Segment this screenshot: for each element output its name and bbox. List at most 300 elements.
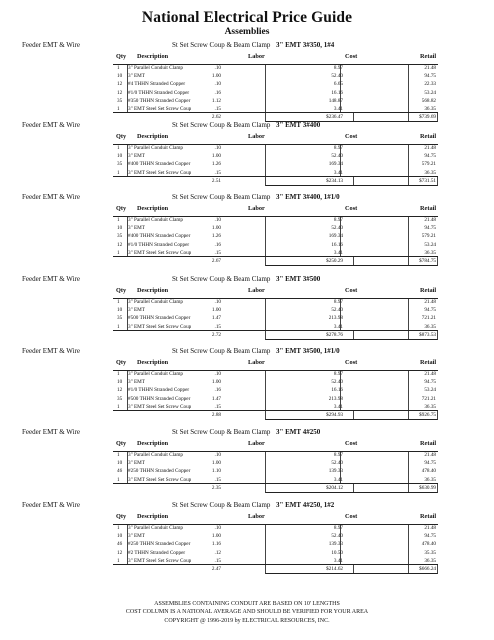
assembly-header: [0, 275, 494, 287]
table-row: [0, 370, 494, 378]
row-retail: 36.35: [424, 169, 436, 176]
assembly-category: Feeder EMT & Wire: [22, 428, 80, 436]
table-row: [0, 476, 494, 484]
table-row: [0, 306, 494, 314]
footer-line: COST COLUMN IS A NATIONAL AVERAGE AND SHOULD BE VERIFIED FOR YOUR AREA: [125, 609, 369, 616]
row-qty: 35: [117, 315, 123, 322]
column-header-labor: Labor: [248, 133, 265, 140]
row-cost: 148.87: [328, 97, 343, 104]
column-divider: [408, 257, 409, 265]
row-labor: .10: [214, 299, 221, 305]
row-cost: 8.97: [333, 452, 343, 458]
row-retail: 478.40: [421, 468, 436, 475]
assembly-totals: [0, 411, 494, 420]
row-cost: 139.33: [328, 468, 343, 475]
column-header-qty: Qty: [116, 440, 127, 447]
column-header-retail: Retail: [420, 53, 437, 60]
row-cost: 6.65: [333, 81, 343, 88]
row-labor: .16: [214, 387, 221, 394]
row-labor: 1.10: [211, 468, 221, 475]
row-cost: 8.97: [333, 299, 343, 305]
total-retail: $666.24: [419, 565, 436, 572]
footer-line: ASSEMBLIES CONTAINING CONDUIT ARE BASED ON 10' LENGTHS: [154, 601, 340, 607]
assembly-coupling: St Set Screw Coup & Beam Clamp: [172, 275, 271, 283]
row-description: #500 THHN Stranded Copper: [128, 395, 191, 402]
assembly-header: [0, 501, 494, 513]
row-cost: 169.34: [328, 233, 343, 240]
totals-box: [265, 257, 438, 266]
totals-box: [265, 331, 438, 340]
row-qty: 35: [117, 97, 123, 104]
row-cost: 16.16: [331, 387, 343, 394]
column-divider: [408, 411, 409, 419]
row-description: #4 THHN Stranded Copper: [128, 81, 186, 88]
row-cost: 52.40: [331, 153, 343, 160]
assembly-category: Feeder EMT & Wire: [22, 501, 80, 509]
assembly-header: [0, 347, 494, 359]
total-labor: 2.62: [211, 114, 221, 121]
row-cost: 139.33: [328, 541, 343, 548]
column-header-retail: Retail: [420, 133, 437, 140]
row-retail: 94.75: [424, 73, 436, 80]
assembly-block: [0, 121, 494, 186]
column-header-qty: Qty: [116, 287, 127, 294]
row-description: #250 THHN Stranded Copper: [128, 468, 191, 475]
total-cost: $250.29: [326, 257, 343, 264]
row-retail: 94.75: [424, 153, 436, 160]
row-description: 3" EMT Steel Set Screw Coup: [128, 105, 192, 112]
column-divider: [408, 331, 409, 339]
table-row: [0, 298, 494, 306]
row-cost: 52.40: [331, 379, 343, 386]
assembly-table: [0, 524, 494, 565]
row-retail: 21.48: [424, 145, 436, 151]
row-labor: .15: [214, 476, 221, 483]
row-qty: 12: [117, 549, 123, 556]
assembly-category: Feeder EMT & Wire: [22, 347, 80, 355]
row-qty: 10: [117, 533, 123, 540]
total-retail: $873.53: [419, 331, 436, 338]
row-retail: 94.75: [424, 460, 436, 467]
column-header-description: Description: [137, 133, 169, 140]
column-header-cost: Cost: [345, 440, 358, 447]
column-header-retail: Retail: [420, 513, 437, 520]
row-cost: 52.40: [331, 460, 343, 467]
row-retail: 36.35: [424, 403, 436, 410]
table-row: [0, 144, 494, 152]
total-labor: 2.72: [211, 331, 221, 338]
row-description: 3" Parallel Conduit Clamp: [128, 217, 183, 223]
row-cost: 3.41: [333, 476, 343, 483]
assembly-name: 3" EMT 3#400, 1#1/0: [276, 193, 340, 201]
row-cost: 3.41: [333, 557, 343, 564]
row-description: 3" EMT: [128, 379, 145, 386]
table-row: [0, 105, 494, 113]
row-cost: 213.98: [328, 315, 343, 322]
column-header-description: Description: [137, 205, 169, 212]
column-header-labor: Labor: [248, 513, 265, 520]
row-qty: 1: [117, 105, 120, 112]
row-retail: 21.48: [424, 525, 436, 531]
footer-notes: [0, 600, 494, 625]
row-qty: 1: [117, 249, 120, 256]
row-retail: 94.75: [424, 379, 436, 386]
column-header-cost: Cost: [345, 359, 358, 366]
row-retail: 579.21: [421, 233, 436, 240]
row-description: 3" Parallel Conduit Clamp: [128, 65, 183, 71]
row-qty: 35: [117, 395, 123, 402]
table-row: [0, 314, 494, 322]
row-labor: .10: [214, 81, 221, 88]
table-row: [0, 378, 494, 386]
row-retail: 568.82: [421, 97, 436, 104]
row-description: 3" Parallel Conduit Clamp: [128, 145, 183, 151]
row-labor: 1.12: [211, 97, 221, 104]
total-labor: 2.35: [211, 484, 221, 491]
column-header-labor: Labor: [248, 53, 265, 60]
total-retail: $630.99: [419, 484, 436, 491]
total-cost: $204.12: [326, 484, 343, 491]
total-retail: $926.75: [419, 411, 436, 418]
row-cost: 3.41: [333, 105, 343, 112]
table-row: [0, 557, 494, 565]
row-qty: 1: [117, 371, 120, 377]
row-retail: 36.35: [424, 105, 436, 112]
table-row: [0, 323, 494, 331]
row-retail: 21.48: [424, 65, 436, 71]
row-retail: 36.35: [424, 476, 436, 483]
row-cost: 8.97: [333, 371, 343, 377]
row-qty: 1: [117, 217, 120, 223]
row-retail: 94.75: [424, 533, 436, 540]
assembly-table: [0, 298, 494, 331]
row-description: 3" Parallel Conduit Clamp: [128, 371, 183, 377]
assembly-block: [0, 501, 494, 574]
row-qty: 10: [117, 73, 123, 80]
table-row: [0, 549, 494, 557]
assembly-table: [0, 451, 494, 484]
table-row: [0, 80, 494, 88]
row-description: #1/0 THHN Stranded Copper: [128, 241, 190, 248]
row-cost: 3.41: [333, 403, 343, 410]
row-qty: 1: [117, 299, 120, 305]
row-retail: 22.33: [424, 81, 436, 88]
row-qty: 46: [117, 468, 123, 475]
row-labor: 1.47: [211, 315, 221, 322]
column-divider: [408, 177, 409, 185]
total-labor: 2.51: [211, 177, 221, 184]
total-cost: $234.13: [326, 177, 343, 184]
table-row: [0, 249, 494, 257]
row-description: #2 THHN Stranded Copper: [128, 549, 186, 556]
assembly-coupling: St Set Screw Coup & Beam Clamp: [172, 501, 271, 509]
assembly-totals: [0, 331, 494, 340]
table-row: [0, 395, 494, 403]
row-cost: 3.41: [333, 323, 343, 330]
row-retail: 721.21: [421, 395, 436, 402]
row-qty: 10: [117, 379, 123, 386]
row-labor: .16: [214, 241, 221, 248]
assembly-coupling: St Set Screw Coup & Beam Clamp: [172, 428, 271, 436]
row-description: 3" EMT Steel Set Screw Coup: [128, 557, 192, 564]
assembly-name: 3" EMT 3#500: [276, 275, 321, 283]
footer-line: COPYRIGHT @ 1996-2019 by ELECTRICAL RESOURCES, INC.: [164, 617, 330, 624]
table-row: [0, 224, 494, 232]
assembly-table: [0, 144, 494, 177]
row-labor: .16: [214, 89, 221, 96]
column-header-labor: Labor: [248, 205, 265, 212]
table-row: [0, 524, 494, 532]
row-retail: 21.48: [424, 217, 436, 223]
row-qty: 1: [117, 452, 120, 458]
total-cost: $236.47: [326, 114, 343, 121]
row-labor: .10: [214, 217, 221, 223]
assembly-totals: [0, 484, 494, 493]
assembly-name: 3" EMT 4#250, 1#2: [276, 501, 335, 509]
column-divider: [353, 411, 354, 419]
column-header-cost: Cost: [345, 53, 358, 60]
column-header-qty: Qty: [116, 133, 127, 140]
row-qty: 1: [117, 145, 120, 151]
table-row: [0, 232, 494, 240]
column-header-retail: Retail: [420, 440, 437, 447]
table-row: [0, 216, 494, 224]
assembly-coupling: St Set Screw Coup & Beam Clamp: [172, 193, 271, 201]
totals-box: [265, 411, 438, 420]
row-cost: 16.16: [331, 241, 343, 248]
column-divider: [408, 565, 409, 573]
row-retail: 478.40: [421, 541, 436, 548]
row-cost: 8.97: [333, 145, 343, 151]
column-header-cost: Cost: [345, 205, 358, 212]
table-row: [0, 467, 494, 475]
column-header-row: [0, 133, 494, 144]
table-row: [0, 459, 494, 467]
row-description: #400 THHN Stranded Copper: [128, 233, 191, 240]
total-labor: 2.47: [211, 565, 221, 572]
assembly-name: 3" EMT 3#350, 1#4: [276, 41, 335, 49]
column-header-row: [0, 205, 494, 216]
row-qty: 46: [117, 541, 123, 548]
column-divider: [353, 113, 354, 121]
table-row: [0, 451, 494, 459]
table-row: [0, 64, 494, 72]
row-labor: .15: [214, 169, 221, 176]
column-header-row: [0, 359, 494, 370]
row-labor: 1.00: [211, 153, 221, 160]
row-qty: 1: [117, 525, 120, 531]
table-row: [0, 540, 494, 548]
assembly-block: [0, 275, 494, 340]
row-labor: .10: [214, 65, 221, 71]
row-retail: 94.75: [424, 307, 436, 314]
row-qty: 1: [117, 476, 120, 483]
table-row: [0, 532, 494, 540]
table-row: [0, 97, 494, 105]
assembly-coupling: St Set Screw Coup & Beam Clamp: [172, 347, 271, 355]
table-row: [0, 386, 494, 394]
assembly-name: 3" EMT 3#400: [276, 121, 321, 129]
row-qty: 10: [117, 225, 123, 232]
row-description: #1/0 THHN Stranded Copper: [128, 387, 190, 394]
table-row: [0, 160, 494, 168]
row-retail: 36.35: [424, 557, 436, 564]
row-qty: 12: [117, 241, 123, 248]
column-header-cost: Cost: [345, 287, 358, 294]
totals-box: [265, 565, 438, 574]
column-divider: [408, 113, 409, 121]
assembly-category: Feeder EMT & Wire: [22, 121, 80, 129]
row-labor: 1.00: [211, 533, 221, 540]
column-divider: [353, 565, 354, 573]
row-description: #1/0 THHN Stranded Copper: [128, 89, 190, 96]
row-labor: 1.00: [211, 307, 221, 314]
page-subtitle: Assemblies: [224, 27, 270, 37]
assembly-coupling: St Set Screw Coup & Beam Clamp: [172, 121, 271, 129]
column-header-labor: Labor: [248, 440, 265, 447]
row-labor: .15: [214, 249, 221, 256]
row-description: 3" EMT: [128, 225, 145, 232]
column-header-qty: Qty: [116, 53, 127, 60]
total-retail: $731.51: [419, 177, 436, 184]
row-labor: 1.47: [211, 395, 221, 402]
row-labor: .10: [214, 525, 221, 531]
row-labor: 1.26: [211, 161, 221, 168]
total-retail: $784.75: [419, 257, 436, 264]
assembly-table: [0, 216, 494, 257]
column-header-description: Description: [137, 287, 169, 294]
row-description: #500 THHN Stranded Copper: [128, 315, 191, 322]
row-description: 3" EMT Steel Set Screw Coup: [128, 323, 192, 330]
row-qty: 1: [117, 323, 120, 330]
row-cost: 8.97: [333, 525, 343, 531]
assembly-totals: [0, 257, 494, 266]
assembly-name: 3" EMT 3#500, 1#1/0: [276, 347, 340, 355]
assembly-coupling: St Set Screw Coup & Beam Clamp: [172, 41, 271, 49]
page-title: National Electrical Price Guide: [141, 9, 353, 26]
column-header-description: Description: [137, 440, 169, 447]
row-qty: 10: [117, 153, 123, 160]
totals-box: [265, 177, 438, 186]
row-description: 3" EMT: [128, 460, 145, 467]
column-divider: [408, 484, 409, 492]
row-labor: 1.00: [211, 225, 221, 232]
row-retail: 36.35: [424, 249, 436, 256]
assembly-block: [0, 428, 494, 493]
assembly-header: [0, 193, 494, 205]
row-description: 3" Parallel Conduit Clamp: [128, 525, 183, 531]
column-divider: [353, 331, 354, 339]
row-labor: .15: [214, 557, 221, 564]
table-row: [0, 403, 494, 411]
row-qty: 1: [117, 169, 120, 176]
table-row: [0, 152, 494, 160]
row-description: 3" EMT Steel Set Screw Coup: [128, 476, 192, 483]
row-labor: .15: [214, 323, 221, 330]
assembly-header: [0, 428, 494, 440]
assembly-table: [0, 370, 494, 411]
column-header-qty: Qty: [116, 359, 127, 366]
assembly-category: Feeder EMT & Wire: [22, 275, 80, 283]
row-description: #250 THHN Stranded Copper: [128, 541, 191, 548]
row-cost: 169.34: [328, 161, 343, 168]
total-cost: $294.93: [326, 411, 343, 418]
row-retail: 721.21: [421, 315, 436, 322]
row-cost: 3.41: [333, 249, 343, 256]
total-cost: $214.62: [326, 565, 343, 572]
row-qty: 35: [117, 233, 123, 240]
column-header-description: Description: [137, 53, 169, 60]
row-description: #350 THHN Stranded Copper: [128, 97, 191, 104]
row-cost: 52.40: [331, 225, 343, 232]
total-labor: 2.88: [211, 411, 221, 418]
column-header-row: [0, 287, 494, 298]
row-cost: 16.16: [331, 89, 343, 96]
row-qty: 1: [117, 403, 120, 410]
total-labor: 2.67: [211, 257, 221, 264]
row-labor: 1.00: [211, 460, 221, 467]
row-cost: 10.50: [331, 549, 343, 556]
column-header-row: [0, 440, 494, 451]
column-header-row: [0, 53, 494, 64]
assembly-name: 3" EMT 4#250: [276, 428, 321, 436]
row-retail: 53.24: [424, 241, 436, 248]
column-header-labor: Labor: [248, 287, 265, 294]
column-header-retail: Retail: [420, 359, 437, 366]
row-retail: 53.24: [424, 89, 436, 96]
row-cost: 52.40: [331, 307, 343, 314]
assembly-table: [0, 64, 494, 113]
table-row: [0, 169, 494, 177]
table-row: [0, 89, 494, 97]
assembly-header: [0, 41, 494, 53]
row-qty: 12: [117, 387, 123, 394]
row-retail: 579.21: [421, 161, 436, 168]
column-header-cost: Cost: [345, 513, 358, 520]
row-description: 3" EMT Steel Set Screw Coup: [128, 403, 192, 410]
row-labor: .10: [214, 452, 221, 458]
assembly-header: [0, 121, 494, 133]
row-cost: 52.40: [331, 73, 343, 80]
row-description: #400 THHN Stranded Copper: [128, 161, 191, 168]
row-qty: 10: [117, 307, 123, 314]
row-labor: .10: [214, 371, 221, 377]
row-qty: 35: [117, 161, 123, 168]
column-divider: [353, 257, 354, 265]
row-description: 3" Parallel Conduit Clamp: [128, 299, 183, 305]
row-retail: 94.75: [424, 225, 436, 232]
column-header-labor: Labor: [248, 359, 265, 366]
row-retail: 35.35: [424, 549, 436, 556]
column-header-qty: Qty: [116, 513, 127, 520]
row-retail: 21.48: [424, 371, 436, 377]
row-description: 3" EMT: [128, 533, 145, 540]
assembly-block: [0, 347, 494, 420]
row-qty: 1: [117, 65, 120, 71]
row-retail: 21.48: [424, 452, 436, 458]
column-header-description: Description: [137, 513, 169, 520]
totals-box: [265, 484, 438, 493]
row-labor: .10: [214, 145, 221, 151]
row-cost: 213.98: [328, 395, 343, 402]
assembly-category: Feeder EMT & Wire: [22, 193, 80, 201]
row-labor: .12: [214, 549, 221, 556]
total-retail: $739.69: [419, 114, 436, 121]
row-description: 3" Parallel Conduit Clamp: [128, 452, 183, 458]
row-description: 3" EMT: [128, 153, 145, 160]
row-cost: 3.41: [333, 169, 343, 176]
assembly-block: [0, 41, 494, 122]
